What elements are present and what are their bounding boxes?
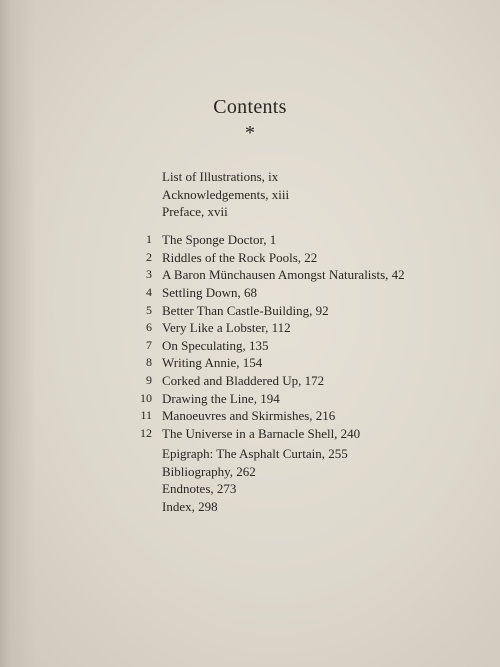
- chapter-number: 1: [146, 232, 152, 246]
- chapter-number: 9: [146, 373, 152, 388]
- front-matter-list: [162, 168, 289, 221]
- chapter-number: 8: [146, 355, 152, 370]
- chapter-title: Writing Annie, 154: [162, 355, 263, 371]
- chapter-number: 7: [146, 337, 152, 352]
- chapter-title: The Sponge Doctor, 1: [162, 232, 277, 247]
- back-matter-item: Index, 298: [162, 498, 218, 514]
- front-matter-item: Preface, xvii: [162, 204, 228, 220]
- chapter-title: Drawing the Line, 194: [162, 390, 280, 406]
- back-matter-item: Endnotes, 273: [162, 481, 237, 497]
- back-matter-item: Epigraph: The Asphalt Curtain, 255: [162, 446, 348, 461]
- asterisk-ornament: *: [245, 122, 255, 144]
- chapter-number: 6: [146, 320, 152, 335]
- chapter-number: 5: [146, 302, 152, 317]
- chapter-number: 4: [146, 284, 152, 299]
- front-matter-item: Acknowledgements, xiii: [162, 186, 290, 202]
- chapter-title: Manoeuvres and Skirmishes, 216: [162, 408, 336, 424]
- chapter-title: Very Like a Lobster, 112: [162, 320, 291, 336]
- chapter-title: Better Than Castle-Building, 92: [162, 302, 329, 318]
- page-title: Contents: [213, 96, 287, 118]
- chapter-number: 10: [140, 390, 152, 405]
- chapter-title: The Universe in a Barnacle Shell, 240: [162, 426, 361, 442]
- chapter-title: Settling Down, 68: [162, 284, 257, 300]
- chapter-title: On Speculating, 135: [162, 337, 269, 353]
- chapter-title: Riddles of the Rock Pools, 22: [162, 249, 318, 265]
- chapter-title: A Baron Münchausen Amongst Naturalists, 42: [162, 267, 405, 283]
- back-matter-list: [162, 445, 348, 515]
- chapter-number: 2: [146, 249, 152, 264]
- chapter-number: 12: [140, 426, 152, 441]
- chapter-number: 3: [146, 267, 152, 282]
- back-matter-item: Bibliography, 262: [162, 463, 256, 479]
- front-matter-item: List of Illustrations, ix: [162, 169, 279, 184]
- chapter-title: Corked and Bladdered Up, 172: [162, 373, 325, 389]
- chapter-number: 11: [140, 408, 152, 423]
